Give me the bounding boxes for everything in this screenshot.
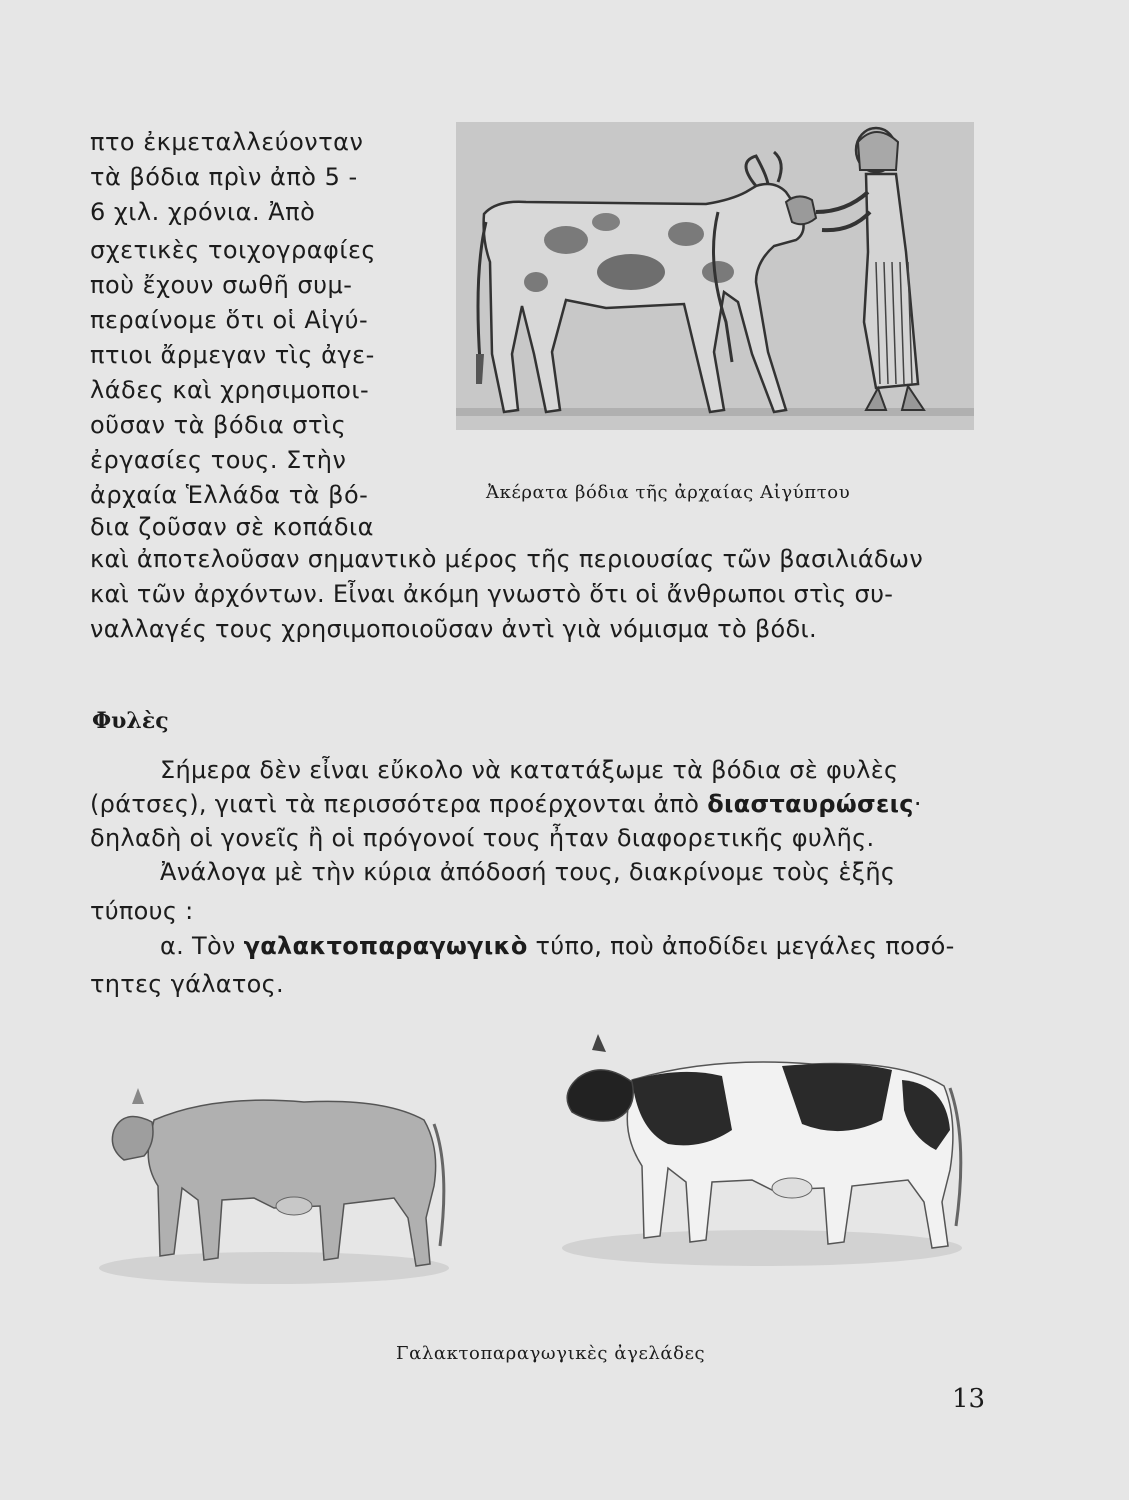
text-line: ποὺ ἔχουν σωθῆ συμ- bbox=[90, 271, 353, 299]
text-line: καὶ τῶν ἀρχόντων. Εἶναι ἀκόμη γνωστὸ ὅτι οἱ ἄνθρωποι στὶς συ- bbox=[90, 580, 894, 608]
fresco-drawing bbox=[456, 122, 974, 430]
text-line: πτιοι ἄρμεγαν τὶς ἀγε- bbox=[90, 341, 375, 369]
text-line: ναλλαγές τους χρησιμοποιοῦσαν ἀντὶ γιὰ νόμισμα τὸ βόδι. bbox=[90, 615, 817, 643]
text-line: ἀρχαία Ἑλλάδα τὰ βό- bbox=[90, 481, 369, 509]
text-line: (ράτσες), γιατὶ τὰ περισσότερα προέρχονται ἀπὸ διασταυρώσεις· bbox=[90, 790, 922, 818]
bold-term: γαλακτοπαραγωγικὸ bbox=[243, 932, 528, 960]
section-heading: Φυλὲς bbox=[92, 708, 169, 734]
egyptian-fresco-image bbox=[456, 122, 974, 430]
text-line: πτο ἐκμεταλλεύονταν bbox=[90, 128, 364, 156]
text-line: τητες γάλατος. bbox=[90, 970, 284, 998]
text-line: καὶ ἀποτελοῦσαν σημαντικὸ μέρος τῆς περιουσίας τῶν βασιλιάδων bbox=[90, 545, 924, 573]
jersey-cow-drawing bbox=[94, 1068, 454, 1288]
text-line: 6 χιλ. χρόνια. Ἀπὸ bbox=[90, 198, 316, 226]
text-line: τὰ βόδια πρὶν ἀπὸ 5 - bbox=[90, 163, 358, 191]
cows-caption: Γαλακτοπαραγωγικὲς ἀγελάδες bbox=[396, 1343, 706, 1364]
bold-term: διασταυρώσεις bbox=[707, 790, 914, 818]
text-line: δηλαδὴ οἱ γονεῖς ἢ οἱ πρόγονοί τους ἦταν διαφορετικῆς φυλῆς. bbox=[90, 824, 875, 852]
text-line: Σήμερα δὲν εἶναι εὔκολο νὰ κατατάξωμε τὰ βόδια σὲ φυλὲς bbox=[160, 756, 899, 784]
text-line: τύπους : bbox=[90, 897, 194, 925]
text-line: α. Τὸν γαλακτοπαραγωγικὸ τύπο, ποὺ ἀποδίδει μεγάλες ποσό- bbox=[160, 932, 955, 960]
text-line: δια ζοῦσαν σὲ κοπάδια bbox=[90, 513, 374, 541]
text-line: ἐργασίες τους. Στὴν bbox=[90, 446, 347, 474]
text-line: λάδες καὶ χρησιμοποι- bbox=[90, 376, 370, 404]
text-line: οῦσαν τὰ βόδια στὶς bbox=[90, 411, 347, 439]
holstein-cow-drawing bbox=[552, 1020, 972, 1270]
fresco-caption: Ἀκέρατα βόδια τῆς ἀρχαίας Αἰγύπτου bbox=[486, 482, 851, 503]
text-line: σχετικὲς τοιχογραφίες bbox=[90, 236, 377, 264]
page-number: 13 bbox=[952, 1384, 986, 1414]
text-line: Ἀνάλογα μὲ τὴν κύρια ἀπόδοσή τους, διακρίνομε τοὺς ἑξῆς bbox=[160, 858, 896, 886]
text-line: περαίνομε ὅτι οἱ Αἰγύ- bbox=[90, 306, 369, 334]
